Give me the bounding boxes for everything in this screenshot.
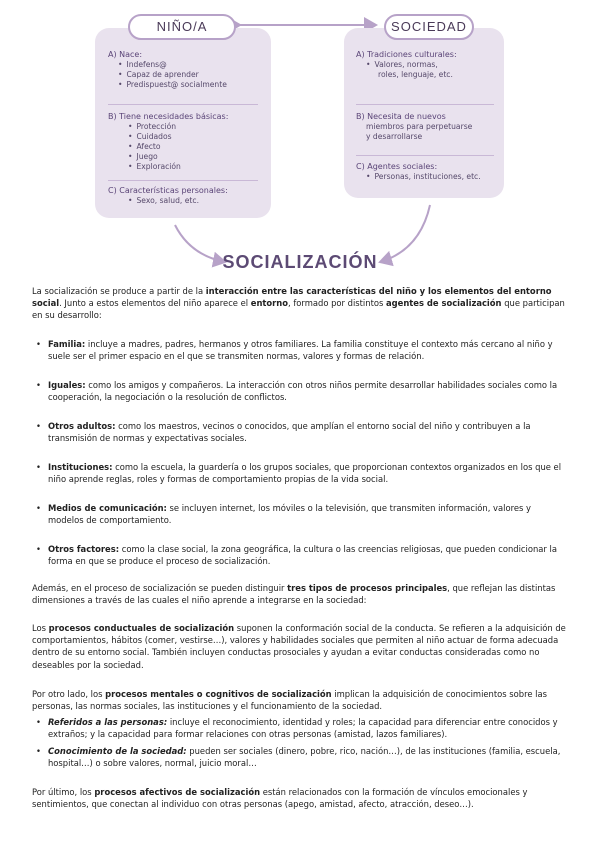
bullet: • [36, 421, 41, 431]
text-run: Por último, los [32, 787, 95, 797]
bullet: • [36, 339, 41, 349]
bullet: • [36, 746, 41, 756]
intro-paragraph [32, 285, 568, 322]
section-heading: A) Tradiciones culturales: [356, 50, 457, 59]
text-run: , formado por distintos [288, 298, 387, 309]
sub-label: Referidos a las personas: [48, 717, 168, 727]
bold-run: procesos conductuales de socialización [48, 623, 235, 633]
text-run: , que reflejan las distintas dimensiones a través de las cuales el niño aprende a integrarse en la sociedad: [32, 583, 556, 606]
text-run: Además, en el proceso de socialización se pueden distinguir [32, 583, 288, 593]
socialization-diagram [0, 0, 600, 280]
agent-label: Otros adultos: [48, 421, 116, 431]
sociedad-section-a [356, 50, 501, 80]
text-run: que participan en su desarrollo: [32, 298, 565, 321]
diagram-arrows [0, 0, 600, 280]
section-line: miembros para perpetuarse [366, 122, 473, 131]
text-run: . Junto a estos elementos del niño aparece el [59, 298, 251, 309]
text-run: suponen la conformación social de la conducta. Se refieren a la adquisición de comportamientos, hábitos (comer, vestirse…), valores y habilidades sociales que permiten al niño actuar de forma adecuada dentro de su entorno social. También incluyen conductas prosociales y ayudan a evitar conductas consideradas como no deseables por la sociedad. [32, 623, 566, 670]
text-run: Los [32, 623, 49, 633]
mentales-paragraph [32, 688, 568, 712]
nino-title: NIÑO/A [128, 14, 236, 40]
tipos-paragraph [32, 582, 568, 606]
agent-label: Instituciones: [48, 462, 113, 472]
agent-text: se incluyen internet, los móviles o la televisión, que transmiten información, valores y modelos de comportamiento. [48, 503, 531, 526]
nino-section-a [108, 50, 268, 90]
bold-run: agentes de socialización [386, 298, 502, 309]
list-item: • Valores, normas, [366, 60, 501, 70]
section-line: y desarrollarse [366, 132, 423, 141]
bullet: • [36, 544, 41, 554]
agent-text: como los amigos y compañeros. La interacción con otros niños permite desarrollar habilidades sociales como la cooperación, la negociación o la resolución de conflictos. [48, 380, 558, 403]
list-item: • Personas, instituciones, etc. [366, 172, 501, 182]
mentales-sub-sociedad [36, 745, 566, 769]
list-item: • Afecto [128, 142, 268, 152]
agent-item-iguales [36, 379, 566, 403]
list-item: • Juego [128, 152, 268, 162]
nino-section-b [108, 112, 268, 172]
sociedad-title: SOCIEDAD [384, 14, 474, 40]
conductuales-paragraph [32, 622, 568, 671]
divider [108, 104, 258, 105]
text-run: Por otro lado, los [32, 689, 106, 699]
bullet: • [36, 503, 41, 513]
sub-label: Conocimiento de la sociedad: [48, 746, 187, 756]
divider [356, 104, 494, 105]
agent-item-instituciones [36, 461, 566, 485]
list-item: • Capaz de aprender [118, 70, 268, 80]
agent-text: como la escuela, la guardería o los grupos sociales, que proporcionan contextos organizados en los que el niño aprende reglas, roles y formas de comportamiento propias de la vida social. [48, 462, 562, 485]
socializacion-title: SOCIALIZACIÓN [222, 252, 378, 272]
divider [356, 155, 494, 156]
section-heading: C) Características personales: [108, 186, 228, 195]
sociedad-section-c [356, 162, 501, 182]
section-heading: C) Agentes sociales: [356, 162, 438, 171]
list-item: • Protección [128, 122, 268, 132]
sociedad-section-b [356, 112, 501, 142]
bullet: • [36, 462, 41, 472]
section-heading: B) Necesita de nuevos [356, 112, 446, 121]
bullet: • [36, 380, 41, 390]
list-item: • Sexo, salud, etc. [128, 196, 268, 206]
sub-text: pueden ser sociales (dinero, pobre, rico, nación…), de las instituciones (familia, escuela, hospital…) o sobre valores, normal, juicio moral… [48, 746, 561, 769]
list-item: • Indefens@ [118, 60, 268, 70]
list-item: • Exploración [128, 162, 268, 172]
agent-label: Iguales: [48, 380, 86, 390]
section-heading: A) Nace: [108, 50, 143, 59]
text-run: La socialización se produce a partir de la [32, 286, 206, 296]
text-run: implican la adquisición de conocimientos sobre las personas, las normas sociales, las instituciones y el funcionamiento de la sociedad. [32, 689, 547, 712]
agent-text: como la clase social, la zona geográfica, la cultura o las creencias religiosas, que pueden condicionar la forma en que se produce el proceso de socialización. [48, 544, 557, 567]
mentales-sub-personas [36, 716, 566, 740]
bold-run: tres tipos de procesos principales [287, 583, 448, 593]
bullet: • [36, 717, 41, 727]
list-item: • Cuidados [128, 132, 268, 142]
bold-run: entorno [250, 298, 289, 309]
divider [108, 180, 258, 181]
bold-run: procesos afectivos de socialización [94, 787, 261, 797]
bold-run: interacción entre las características del niño y los elementos del entorno social [32, 286, 552, 309]
agent-item-familia [36, 338, 566, 362]
agent-label: Familia: [48, 339, 86, 349]
agent-label: Medios de comunicación: [48, 503, 167, 513]
agent-label: Otros factores: [48, 544, 120, 554]
bold-run: procesos mentales o cognitivos de socialización [105, 689, 332, 699]
text-run: están relacionados con la formación de vínculos emocionales y sentimientos, que conectan al individuo con otras personas (apego, amistad, afecto, atracción, deseo…). [32, 787, 528, 810]
agent-text: incluye a madres, padres, hermanos y otros familiares. La familia constituye el contexto más cercano al niño y suele ser el primer espacio en el que se transmiten normas, valores y formas de relación. [48, 339, 553, 362]
list-item-continued: roles, lenguaje, etc. [378, 70, 453, 79]
section-heading: B) Tiene necesidades básicas: [108, 112, 229, 121]
nino-section-c [108, 186, 268, 206]
list-item: • Predispuest@ socialmente [118, 80, 268, 90]
sub-text: incluye el reconocimiento, identidad y roles; la capacidad para diferenciar entre conocidos y extraños; y la capacidad para formar relaciones con otras personas (amistad, lazos familiares). [48, 717, 558, 740]
afectivos-paragraph [32, 786, 568, 810]
agent-item-otros-adultos [36, 420, 566, 444]
agent-item-otros-factores [36, 543, 566, 567]
agent-item-medios [36, 502, 566, 526]
agent-text: como los maestros, vecinos o conocidos, que amplían el entorno social del niño y contribuyen a la transmisión de normas y expectativas sociales. [48, 421, 531, 444]
